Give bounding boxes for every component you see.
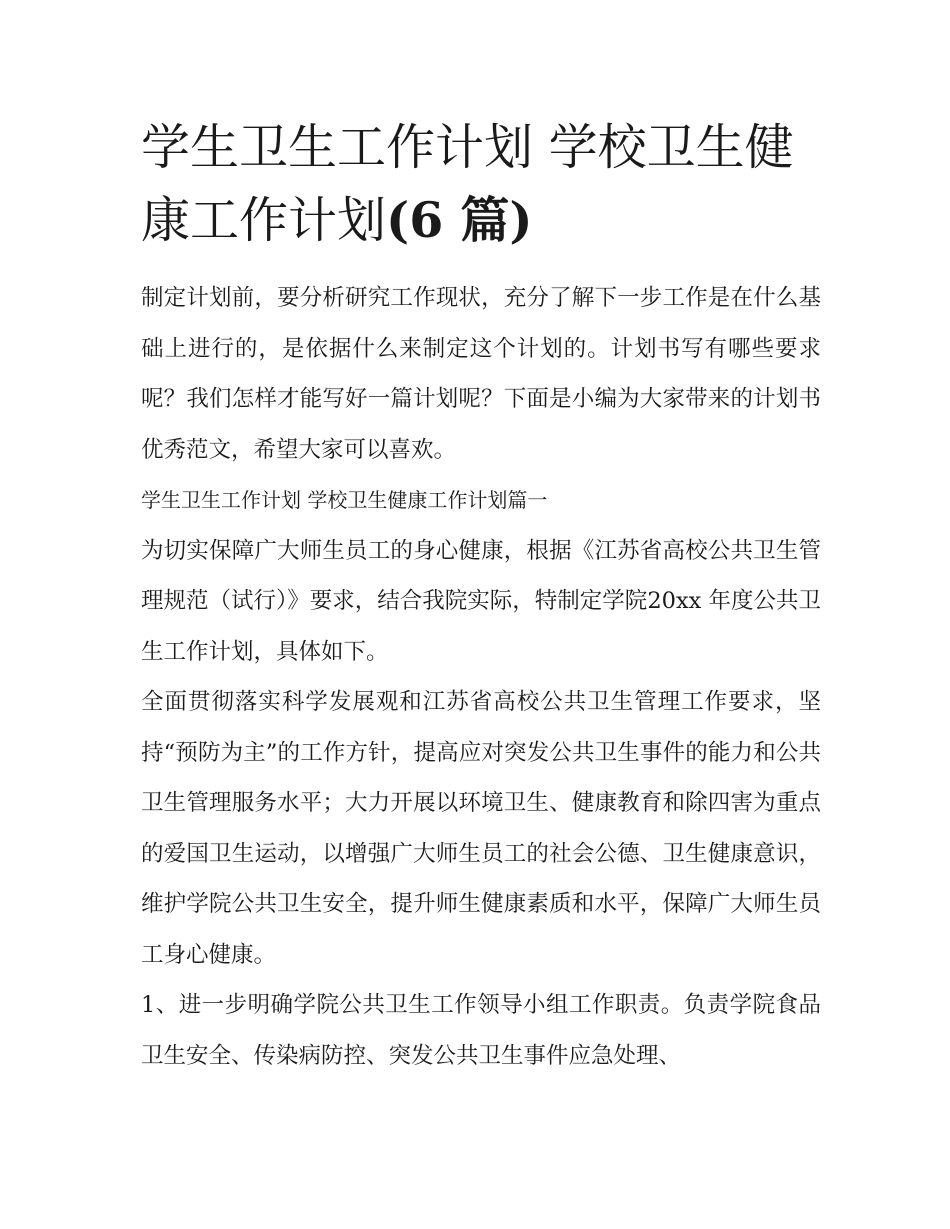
document-title <box>141 112 821 257</box>
intro-paragraph: 制定计划前，要分析研究工作现状，充分了解下一步工作是在什么基础上进行的，是依据什么来制定这个计划的。计划书写有哪些要求呢？我们怎样才能写好一篇计划呢？下面是小编为大家带来的计划书优秀范文，希望大家可以喜欢。 <box>141 285 821 463</box>
document-body <box>141 273 821 1081</box>
paragraph-2: 全面贯彻落实科学发展观和江苏省高校公共卫生管理工作要求，坚持“预防为主”的工作方针，提高应对突发公共卫生事件的能力和公共卫生管理服务水平；大力开展以环境卫生、健康教育和除四害为重点的爱国卫生运动，以增强广大师生员工的社会公德、卫生健康意识，维护学院公共卫生安全，提升师生健康素质和水平，保障广大师生员工身心健康。 <box>141 689 821 968</box>
section-heading: 学生卫生工作计划 学校卫生健康工作计划篇一 <box>141 488 548 512</box>
paragraph-3: 1、进一步明确学院公共卫生工作领导小组工作职责。负责学院食品卫生安全、传染病防控、突发公共卫生事件应急处理、 <box>141 992 821 1069</box>
title-count: (6 篇) <box>386 191 533 249</box>
paragraph-1: 为切实保障广大师生员工的身心健康，根据《江苏省高校公共卫生管理规范（试行）》要求，结合我院实际，特制定学院20xx 年度公共卫生工作计划，具体如下。 <box>141 537 821 665</box>
title-text: 学生卫生工作计划 学校卫生健康工作计划 <box>141 119 794 249</box>
document-page <box>141 112 821 1081</box>
